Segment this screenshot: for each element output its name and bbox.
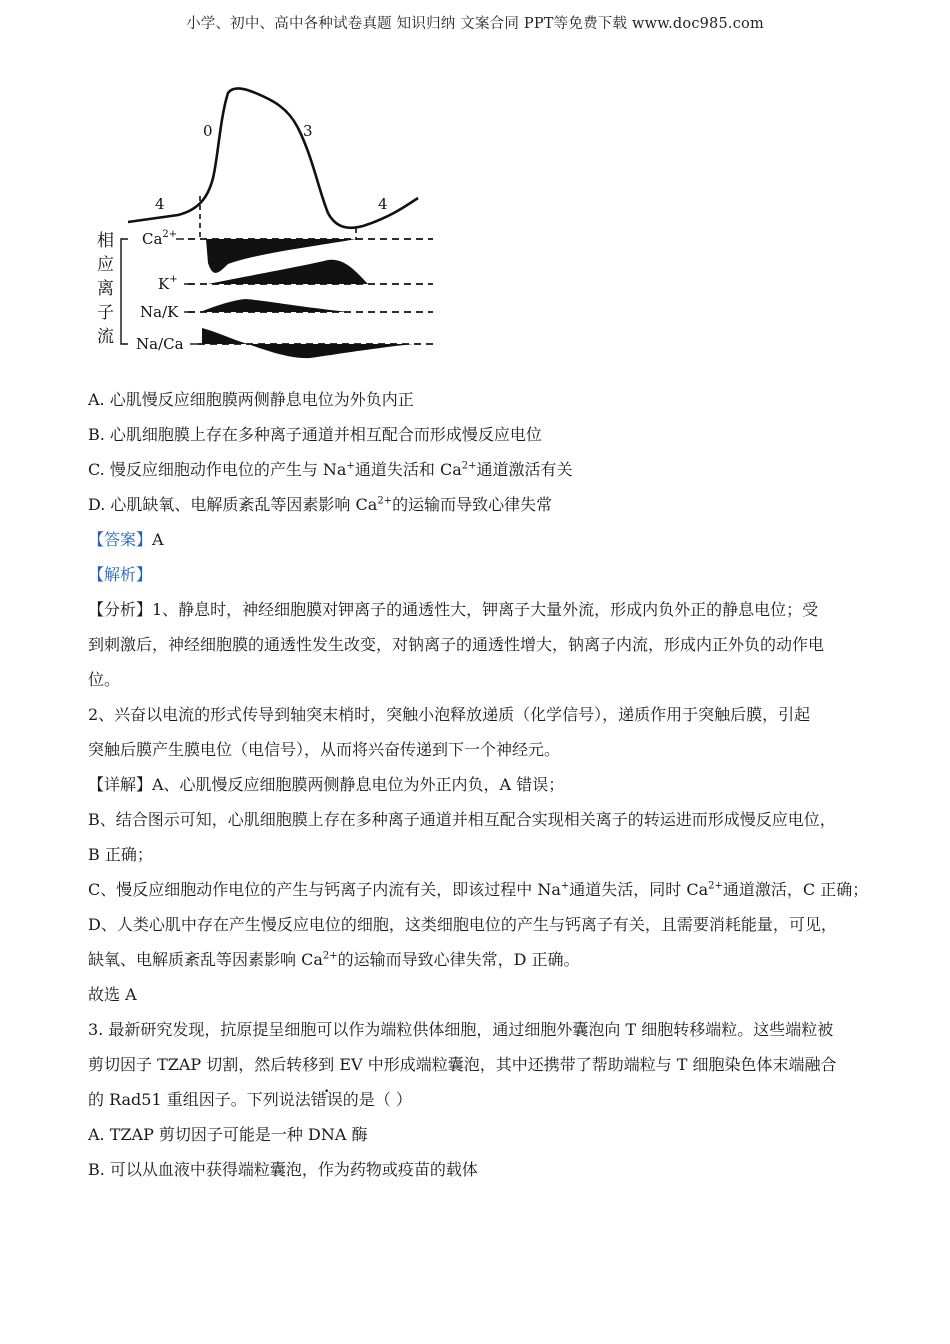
detail-line: B、结合图示可知，心肌细胞膜上存在多种离子通道并相互配合实现相关离子的转运进而形成慢反应电位， — [88, 810, 836, 829]
action-potential-figure — [88, 78, 448, 368]
answer-value: A — [152, 530, 164, 549]
phase-label-4-left: 4 — [155, 195, 165, 213]
document-body — [88, 388, 873, 1193]
vertical-label-char: 相 — [97, 231, 114, 251]
action-potential-diagram — [88, 78, 448, 368]
naca-flux-area — [202, 328, 248, 344]
label-bracket — [121, 239, 128, 344]
analysis-line: 突触后膜产生膜电位（电信号），从而将兴奋传递到下一个神经元。 — [88, 740, 561, 759]
choose-line: 故选 A — [88, 985, 137, 1004]
ion-label-nak: Na/K — [140, 303, 179, 321]
action-potential-curve — [128, 88, 418, 227]
phase-label-4-right: 4 — [378, 195, 388, 213]
vertical-label-char: 流 — [97, 327, 114, 347]
page-header: 小学、初中、高中各种试卷真题 知识归纳 文案合同 PPT等免费下载 www.doc985.com — [186, 16, 764, 32]
k-flux-area — [208, 260, 368, 284]
vertical-label-char: 离 — [97, 279, 114, 299]
detail-d: D、人类心肌中存在产生慢反应电位的细胞，这类细胞电位的产生与钙离子有关，且需要消耗能量，可见， — [88, 915, 837, 934]
ion-label-naca: Na/Ca — [136, 335, 184, 353]
vertical-label-char: 应 — [97, 255, 114, 275]
answer-label: 【答案】 — [88, 530, 153, 549]
option-b: B. 心肌细胞膜上存在多种离子通道并相互配合而形成慢反应电位 — [88, 425, 542, 444]
analysis-line: 【分析】1、静息时，神经细胞膜对钾离子的通透性大，钾离子大量外流，形成内负外正的静息电位；受 — [88, 600, 819, 619]
question-3-text: 剪切因子 TZAP 切割，然后转移到 EV 中形成端粒囊泡，其中还携带了帮助端粒与 T 细胞染色体末端融合 — [88, 1055, 837, 1074]
question-3-option-a: A. TZAP 剪切因子可能是一种 DNA 酶 — [88, 1125, 368, 1144]
question-3-text: 3. 最新研究发现，抗原提呈细胞可以作为端粒供体细胞，通过细胞外囊泡向 T 细胞转移端粒。这些端粒被 — [88, 1020, 834, 1039]
detail-d-cont: 缺氧、电解质紊乱等因素影响 $Ca^{2+}$的运输而导致心律失常，D 正确。 — [88, 950, 580, 969]
option-d: D. 心肌缺氧、电解质紊乱等因素影响 $Ca^{2+}$的运输而导致心律失常 — [88, 495, 553, 514]
analysis-line: 2、兴奋以电流的形式传导到轴突末梢时，突触小泡释放递质（化学信号），递质作用于突触后膜，引起 — [88, 705, 811, 724]
ion-label-ca: $Ca^{2+}$ — [142, 229, 178, 248]
analysis-label: 【解析】 — [88, 565, 153, 584]
detail-line: 【详解】A、心肌慢反应细胞膜两侧静息电位为外正内负，A 错误； — [88, 775, 565, 794]
detail-c: C、慢反应细胞动作电位的产生与钙离子内流有关，即该过程中 Na+通道失活，同时 $Ca^{2+}$通道激活，C 正确； — [88, 880, 869, 899]
analysis-line: 位。 — [88, 670, 121, 689]
naca-flux-area — [248, 344, 413, 358]
ion-label-k: K+ — [158, 274, 178, 293]
phase-label-3: 3 — [303, 122, 313, 140]
detail-line: B 正确； — [88, 845, 153, 864]
question-3-option-b: B. 可以从血液中获得端粒囊泡，作为药物或疫苗的载体 — [88, 1160, 478, 1179]
answer-line — [88, 528, 873, 563]
vertical-label-char: 子 — [97, 303, 114, 323]
question-3-text: 的 Rad51 重组因子。下列说法错误的是（ ） — [88, 1088, 873, 1123]
option-a: A. 心肌慢反应细胞膜两侧静息电位为外负内正 — [88, 390, 414, 409]
analysis-line: 到刺激后，神经细胞膜的通透性发生改变，对钠离子的通透性增大，钠离子内流，形成内正外负的动作电 — [88, 635, 825, 654]
phase-label-0: 0 — [203, 122, 213, 140]
nak-flux-area — [200, 299, 350, 312]
emphasis-word: 错误 — [310, 1090, 343, 1109]
option-c: C. 慢反应细胞动作电位的产生与 Na+通道失活和 $Ca^{2+}$通道激活有关 — [88, 460, 573, 479]
